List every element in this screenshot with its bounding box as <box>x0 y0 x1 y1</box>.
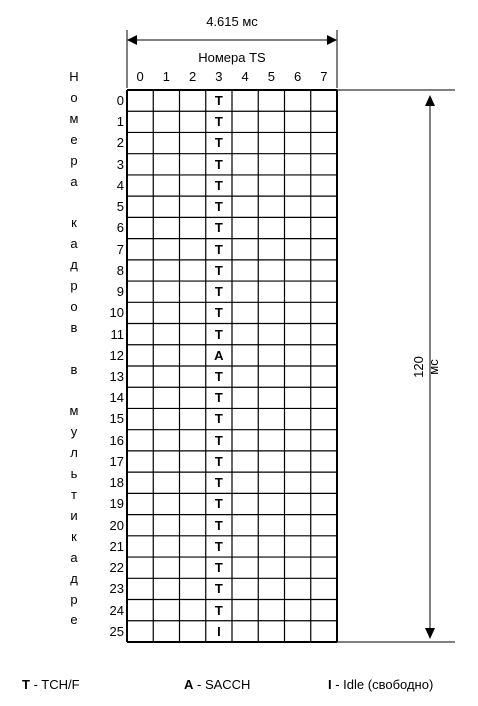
frame-number: 4 <box>116 177 124 193</box>
vertical-title-letter: т <box>71 487 77 502</box>
ts3-cell-letter: A <box>214 347 224 363</box>
legend-t-key: T <box>22 677 30 692</box>
vertical-title-letter: у <box>70 424 78 440</box>
vertical-title-letter: о <box>70 298 78 314</box>
frame-number: 20 <box>109 517 124 533</box>
vertical-title-letter: и <box>70 507 78 523</box>
ts-number: 1 <box>162 69 170 84</box>
vertical-title-letter: м <box>69 110 79 126</box>
arrowhead-left <box>127 35 137 45</box>
ts3-cell-letter: T <box>214 602 223 618</box>
frame-number: 3 <box>116 156 124 172</box>
ts-number: 7 <box>320 69 328 84</box>
legend-t-desc: - TCH/F <box>29 677 80 692</box>
frame-number: 16 <box>109 432 124 448</box>
ts3-cell-letter: T <box>214 560 223 576</box>
frame-number: 13 <box>109 368 124 384</box>
ts3-cell-letter: T <box>214 411 223 427</box>
ts3-cell-letter: T <box>214 538 223 554</box>
frame-number: 5 <box>116 199 124 215</box>
frame-number: 0 <box>116 93 124 108</box>
arrowhead-right <box>327 35 337 45</box>
vertical-title-letter: в <box>70 319 78 335</box>
ts3-cell-letter: T <box>214 114 223 130</box>
frame-number: 18 <box>109 475 124 491</box>
ts3-cell-letter: T <box>214 177 223 193</box>
ts3-cell-letter: T <box>214 496 223 512</box>
ts3-cell-letter: T <box>214 262 223 278</box>
frame-number: 22 <box>109 560 124 576</box>
vertical-title-letter: Н <box>69 69 79 84</box>
frame-number: 21 <box>109 538 124 554</box>
ts3-cell-letter: T <box>214 135 223 151</box>
legend-t <box>22 677 80 692</box>
frame-number: 15 <box>109 411 124 427</box>
frame-number: 25 <box>109 623 124 639</box>
vertical-title-letter: в <box>70 361 78 377</box>
ts-number: 0 <box>136 69 144 84</box>
ts-number: 6 <box>294 69 302 84</box>
frame-number: 12 <box>109 347 124 363</box>
frame-number: 14 <box>109 390 124 406</box>
ts3-cell-letter: I <box>217 623 221 639</box>
vertical-title-letter: д <box>70 570 78 586</box>
vertical-title-letter: р <box>70 591 78 607</box>
frame-number: 7 <box>116 241 124 257</box>
vertical-title-letter: ь <box>70 466 78 482</box>
ts3-cell-letter: T <box>214 199 223 215</box>
frame-number: 10 <box>109 305 124 321</box>
legend-i-key: I <box>328 677 332 692</box>
vertical-title-letter: м <box>69 403 79 419</box>
legend-a-key: A <box>184 677 194 692</box>
ts3-cell-letter: T <box>214 390 223 406</box>
vertical-title-letter: л <box>70 445 78 461</box>
vertical-title-letter: к <box>71 215 77 231</box>
multiframe-duration-label: 120 мс <box>411 356 441 378</box>
ts3-cell-letter: T <box>214 326 223 342</box>
legend-a <box>184 677 250 692</box>
legend-a-desc: - SACCH <box>193 677 251 692</box>
vertical-title-letter: е <box>70 612 78 628</box>
ts3-cell-letter: T <box>214 581 223 597</box>
ts-number: 4 <box>241 69 249 84</box>
ts3-cell-letter: T <box>214 305 223 321</box>
arrowhead-down <box>425 628 435 639</box>
ts3-cell-letter: T <box>214 284 223 300</box>
vertical-title-letter: к <box>71 528 77 544</box>
ts3-cell-letter: T <box>214 432 223 448</box>
frame-number: 19 <box>109 496 124 512</box>
legend-i <box>328 677 433 692</box>
frame-number: 24 <box>109 602 124 618</box>
vertical-title-letter: о <box>70 89 78 105</box>
frame-number: 23 <box>109 581 124 597</box>
ts-number: 3 <box>215 69 223 84</box>
vertical-title-letter: д <box>70 257 78 273</box>
frame-number: 8 <box>116 262 124 278</box>
vertical-title-letter: е <box>70 131 78 147</box>
ts3-cell-letter: T <box>214 220 223 236</box>
ts3-cell-letter: T <box>214 241 223 257</box>
ts3-cell-letter: T <box>214 517 223 533</box>
frame-number: 11 <box>110 326 124 342</box>
ts3-cell-letter: T <box>214 93 223 108</box>
vertical-title-letter: р <box>70 152 78 168</box>
ts3-cell-letter: T <box>214 475 223 491</box>
ts-header: Номера TS <box>198 50 266 65</box>
arrowhead-up <box>425 95 435 106</box>
frame-number: 9 <box>116 284 124 300</box>
ts-number: 5 <box>267 69 275 84</box>
frame-number: 2 <box>116 135 124 151</box>
frame-number: 6 <box>116 220 124 236</box>
vertical-title-letter: а <box>70 173 78 189</box>
frame-number: 1 <box>116 114 124 130</box>
ts3-cell-letter: T <box>214 368 223 384</box>
vertical-title-letter: р <box>70 278 78 293</box>
legend-i-desc: - Idle (свободно) <box>331 677 434 692</box>
vertical-title-letter: а <box>70 549 78 565</box>
ts3-cell-letter: T <box>214 453 223 469</box>
ts3-cell-letter: T <box>214 156 223 172</box>
ts-number: 2 <box>189 69 197 84</box>
frame-number: 17 <box>109 453 124 469</box>
frame-duration-label: 4.615 мс <box>206 14 258 29</box>
vertical-title-letter: а <box>70 236 78 252</box>
